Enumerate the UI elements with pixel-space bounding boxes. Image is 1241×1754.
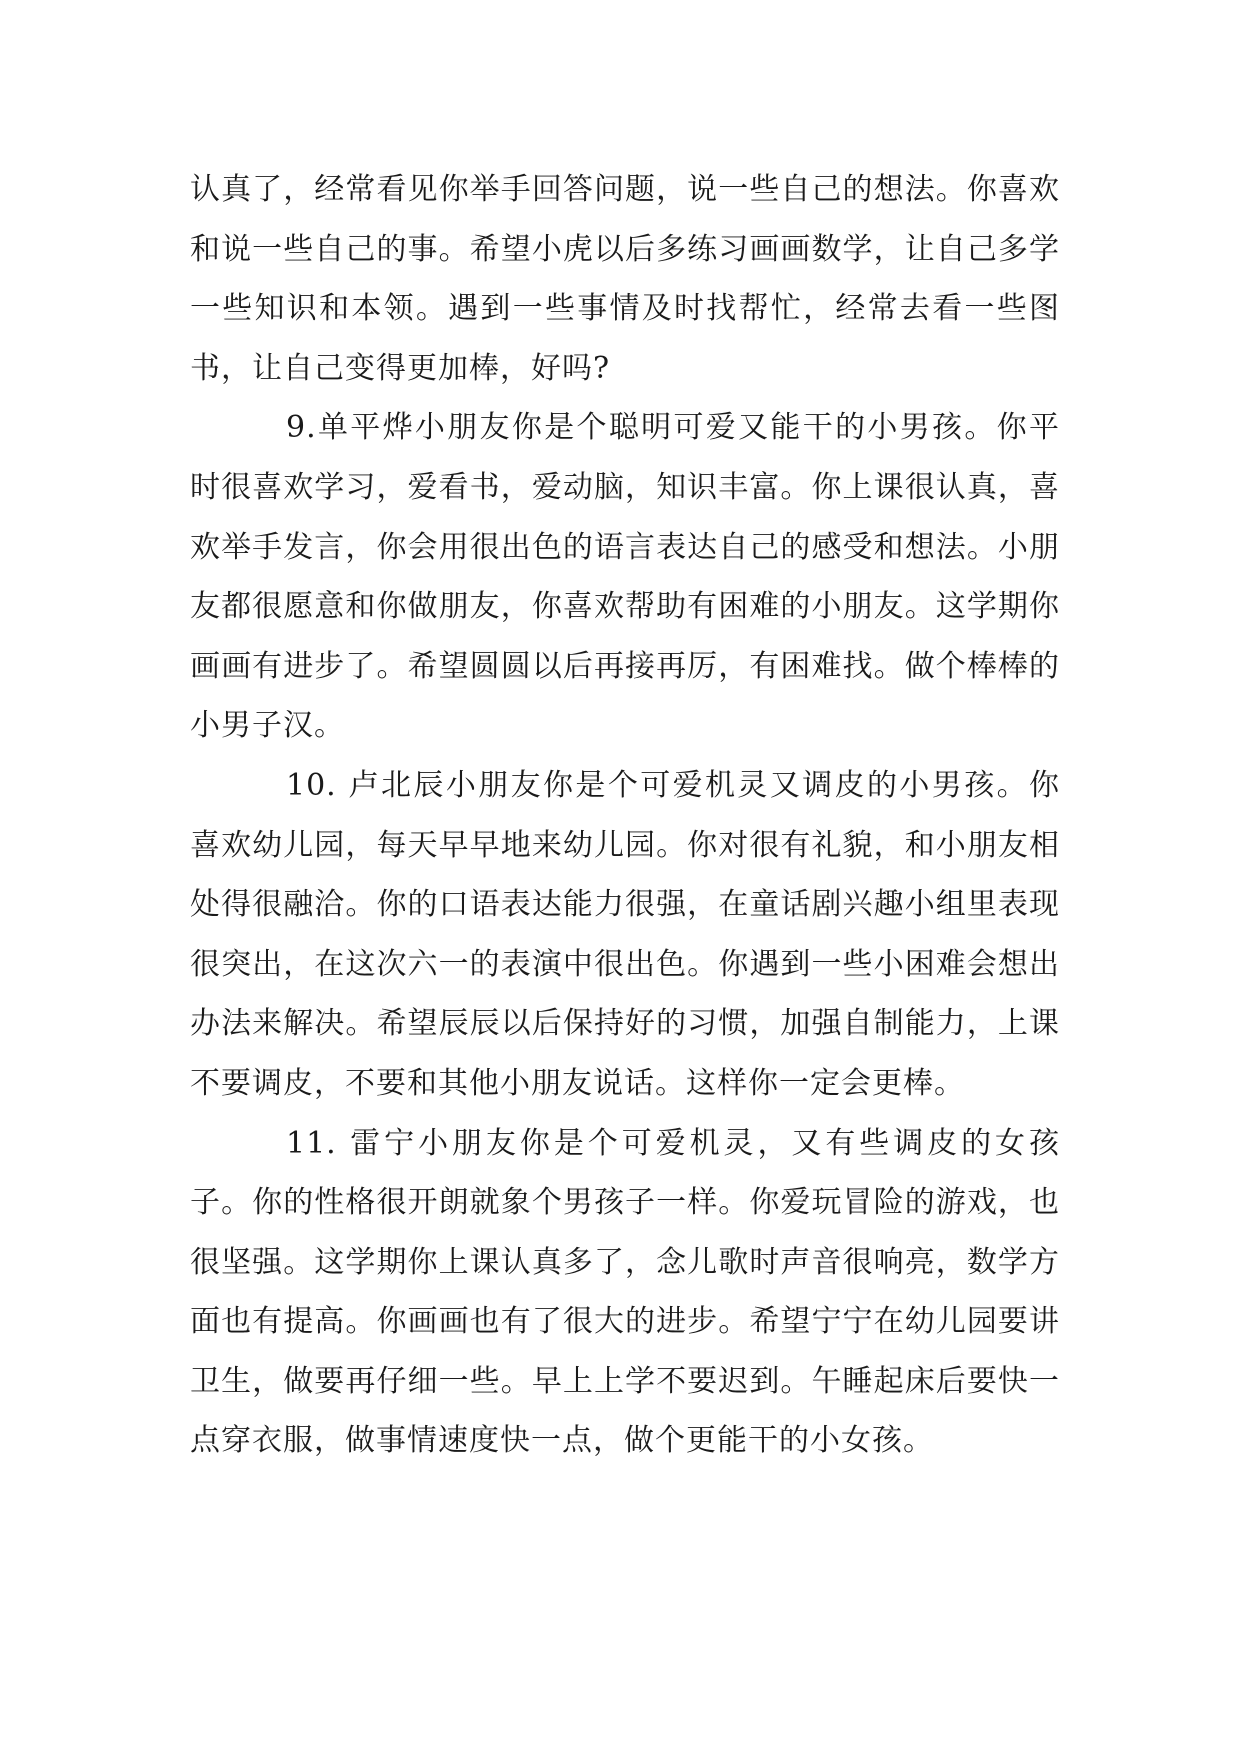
paragraph-continuation: 认真了，经常看见你举手回答问题，说一些自己的想法。你喜欢和说一些自己的事。希望小虎以后多练习画画数学，让自己多学一些知识和本领。遇到一些事情及时找帮忙，经常去看一些图书，让自己变得更加棒，好吗? [190,172,1060,386]
paragraph-item-10: 10. 卢北辰小朋友你是个可爱机灵又调皮的小男孩。你喜欢幼儿园，每天早早地来幼儿园。你对很有礼貌，和小朋友相处得很融洽。你的口语表达能力很强，在童话剧兴趣小组里表现很突出，在这次六一的表演中很出色。你遇到一些小困难会想出办法来解决。希望辰辰以后保持好的习惯，加强自制能力，上课不要调皮，不要和其他小朋友说话。这样你一定会更棒。 [190,767,1060,1101]
paragraph-item-9: 9.单平烨小朋友你是个聪明可爱又能干的小男孩。你平时很喜欢学习，爱看书，爱动脑，知识丰富。你上课很认真，喜欢举手发言，你会用很出色的语言表达自己的感受和想法。小朋友都很愿意和你做朋友，你喜欢帮助有困难的小朋友。这学期你画画有进步了。希望圆圆以后再接再厉，有困难找。做个棒棒的小男子汉。 [190,410,1060,744]
paragraph-item-11: 11. 雷宁小朋友你是个可爱机灵，又有些调皮的女孩子。你的性格很开朗就象个男孩子一样。你爱玩冒险的游戏，也很坚强。这学期你上课认真多了，念儿歌时声音很响亮，数学方面也有提高。你画画也有了很大的进步。希望宁宁在幼儿园要讲卫生，做要再仔细一些。早上上学不要迟到。午睡起床后要快一点穿衣服，做事情速度快一点，做个更能干的小女孩。 [190,1125,1060,1459]
document-body [190,160,1060,1471]
